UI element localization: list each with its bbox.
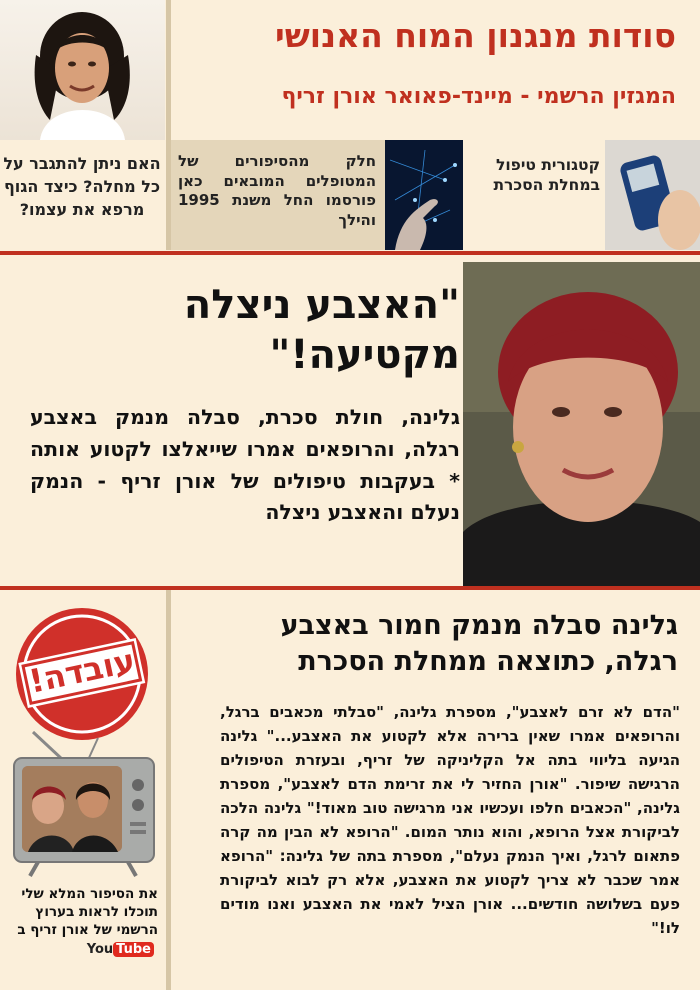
glucometer-image: [605, 140, 700, 250]
tv-video-thumbnail[interactable]: [8, 730, 158, 880]
tv-icon: [8, 730, 158, 880]
feature-headline-line1: "האצבע ניצלה: [183, 282, 460, 328]
youtube-logo-you: You: [86, 941, 114, 957]
article-heading: [218, 608, 678, 681]
feature-headline-line2: מקטיעה!": [269, 332, 460, 378]
youtube-note: [10, 885, 158, 958]
author-portrait: [0, 0, 165, 140]
youtube-logo[interactable]: [87, 940, 154, 959]
youtube-logo-tube: Tube: [113, 942, 154, 957]
magazine-title: סודות מנגנון המוח האנושי: [275, 16, 676, 55]
teaser-question: האם ניתן להתגבר על כל מחלה? כיצד הגוף מרפא את עצמו?: [3, 154, 161, 220]
section-divider: [0, 251, 700, 255]
fact-stamp: [12, 604, 152, 744]
feature-headline: [40, 280, 460, 380]
teaser-diabetes-category: קטגורית טיפול במחלת הסכרת: [493, 156, 600, 195]
youtube-note-text: את הסיפור המלא שלי תוכלו לראות בערוץ הרשמי של אורן זריף ב: [17, 886, 158, 939]
article-body: "הדם לא זרם לאצבע", מספרת גלינה, "סבלתי מכאבים ברגל, והרופאים אמרו שאין ברירה אלא לקטוע את האצבע..." גלינה הגיעה בליווי בתה אל הקליניקה של זריף, ובעזרת הטיפולים הרגישה שיפור. "אורן החזיר לי את זרימת הדם לאצבע", מספרת גלינה, "הכאבים חלפו ועכשיו אני מרגישה טוב מאוד!" גלינה הלכה לביקורת אצל הרופא, והוא נותר המום. "הרופא לא הבין מה קרה פתאום לרגל, ואיך הנמק נעלם", מספרת בתה של גלינה: "הרופא אמר שכבר לא צריך לקטוע את האצבע, אלא רק לבוא לביקורת פעם בשלושה חודשים... אורן הציל לאמי את האצבע ואנו מודים לו!": [220, 703, 680, 937]
digital-hand-image: [385, 140, 463, 250]
galina-portrait: [463, 262, 700, 586]
article-heading-line2: רגלה, כתוצאה ממחלת הסכרת: [298, 646, 678, 678]
teaser-box-right: [605, 140, 700, 250]
stamp-text: עובדה!: [25, 641, 139, 701]
teaser-published-stories: חלק מהסיפורים של המטופלים המובאים כאן פורסמו החל משנת 1995 והילך: [178, 152, 376, 229]
magazine-subtitle: המגזין הרשמי - מיינד-פאואר אורן זריף: [281, 84, 676, 109]
feature-lead: גלינה, חולת סכרת, סבלה מנמק באצבע רגלה, והרופאים אמרו שייאלצו לקטוע אותה * בעקבות טיפולים של אורן זריף - הנמק נעלם והאצבע ניצלה: [30, 405, 460, 525]
column-divider: [166, 590, 171, 990]
article-heading-line1: גלינה סבלה מנמק חמור באצבע: [280, 610, 678, 641]
section-divider: [0, 586, 700, 590]
